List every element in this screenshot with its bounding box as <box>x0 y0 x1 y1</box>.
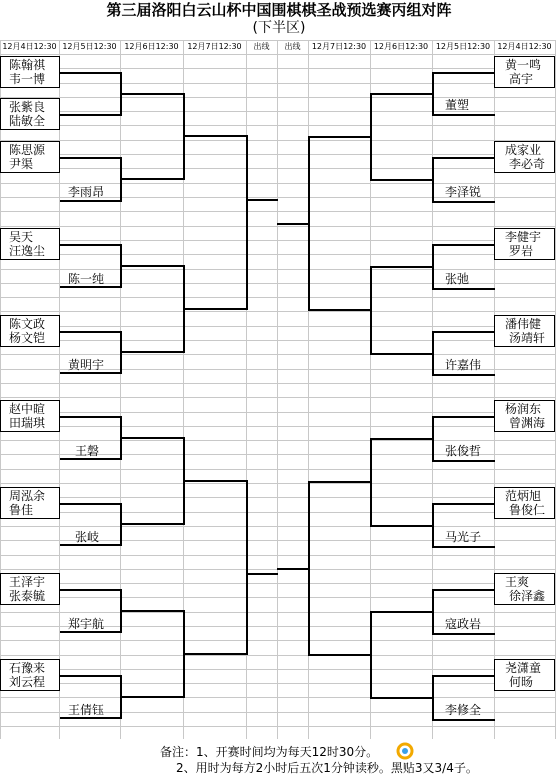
player-name: 陈文政 <box>9 317 46 331</box>
bracket-line <box>60 589 121 591</box>
grid-row-line <box>0 683 555 684</box>
player-name: 马光子 <box>445 530 482 544</box>
grid-row-line <box>0 383 555 384</box>
player-name: 王爽 <box>505 575 530 589</box>
bracket-line <box>432 503 495 505</box>
grid-row-line <box>0 68 555 69</box>
player-name: 杨润东 <box>505 402 542 416</box>
grid-row-line <box>0 469 555 470</box>
player-name: 鲁佳 <box>9 503 34 517</box>
player-name: 曾渊海 <box>509 416 546 430</box>
bracket-line <box>60 503 121 505</box>
bracket-line <box>60 72 121 74</box>
player-name: 董塑 <box>445 98 470 112</box>
grid-row-line <box>0 583 555 584</box>
grid-row-line <box>0 326 555 327</box>
bracket-line <box>60 416 121 418</box>
grid-row-line <box>0 412 555 413</box>
player-name: 张俊哲 <box>445 444 482 458</box>
grid-col-line <box>120 40 121 739</box>
bracket-line <box>308 654 371 656</box>
column-header: 12月5日12:30 <box>62 42 117 51</box>
player-name: 汪逸尘 <box>9 244 46 258</box>
grid-row-line <box>0 240 555 241</box>
bracket-line <box>432 589 495 591</box>
bracket-line <box>246 199 278 201</box>
bracket-line <box>370 353 433 355</box>
grid-col-line <box>555 40 556 739</box>
watermark-logo-icon <box>396 742 414 760</box>
player-name: 石豫来 <box>9 661 46 675</box>
grid-row-line <box>0 269 555 270</box>
column-header: 12月5日12:30 <box>435 42 491 51</box>
grid-row-line <box>0 526 555 527</box>
player-name: 王倩钰 <box>68 703 105 717</box>
column-header: 出线 <box>284 42 301 51</box>
bracket-line <box>120 523 184 525</box>
player-name: 尧潇童 <box>505 661 542 675</box>
player-name: 鲁俊仁 <box>509 503 546 517</box>
grid-row-line <box>0 483 555 484</box>
bracket-line <box>308 309 371 311</box>
bracket-line <box>183 653 247 655</box>
player-name: 何旸 <box>509 675 534 689</box>
grid-row-line <box>0 440 555 441</box>
grid-row-line <box>0 54 555 55</box>
player-name: 王磐 <box>75 444 100 458</box>
grid-row-line <box>0 640 555 641</box>
grid-row-line <box>0 655 555 656</box>
player-name: 张岐 <box>75 530 100 544</box>
player-name: 张弛 <box>445 272 470 286</box>
column-header: 12月6日12:30 <box>373 42 429 51</box>
bracket-line <box>60 331 121 333</box>
player-name: 黄明宇 <box>68 358 105 372</box>
bracket-line <box>370 525 433 527</box>
bracket-line <box>277 223 309 225</box>
column-header: 出线 <box>253 42 270 51</box>
player-name: 寇政岩 <box>445 617 482 631</box>
bracket-line <box>60 114 121 116</box>
player-name: 杨文铠 <box>9 331 46 345</box>
bracket-line <box>60 200 121 202</box>
player-name: 许嘉伟 <box>445 358 482 372</box>
bracket-line <box>432 546 495 548</box>
player-name: 李必奇 <box>509 157 546 171</box>
bracket-line <box>120 178 184 180</box>
bracket-line <box>308 136 371 138</box>
grid-row-line <box>0 211 555 212</box>
bracket-line <box>60 157 121 159</box>
bracket-line <box>370 438 433 440</box>
player-name: 张紫良 <box>9 100 46 114</box>
bracket-line <box>120 437 184 439</box>
player-name: 尹渠 <box>9 157 34 171</box>
column-header: 12月7日12:30 <box>187 42 242 51</box>
bracket-line <box>120 265 184 267</box>
notes <box>160 744 478 776</box>
bracket-line <box>60 631 121 633</box>
grid-col-line <box>277 40 278 739</box>
player-name: 徐泽鑫 <box>509 589 546 603</box>
grid-row-line <box>0 97 555 98</box>
grid-row-line <box>0 168 555 169</box>
grid-row-line <box>0 226 555 227</box>
grid-row-line <box>0 297 555 298</box>
player-name: 陈翰祺 <box>9 58 46 72</box>
grid-row-line <box>0 111 555 112</box>
player-name: 张泰毓 <box>9 589 46 603</box>
grid-row-line <box>0 254 555 255</box>
player-name: 汤靖轩 <box>509 331 546 345</box>
player-name: 田瑞琪 <box>9 416 46 430</box>
grid-row-line <box>0 497 555 498</box>
player-name: 罗岩 <box>509 244 534 258</box>
bracket-line <box>60 286 121 288</box>
bracket-line <box>432 675 495 677</box>
grid-row-line <box>0 612 555 613</box>
bracket-line <box>432 633 495 635</box>
grid-row-line <box>0 83 555 84</box>
bracket-line <box>120 93 184 95</box>
bracket-line <box>370 697 433 699</box>
bracket-line <box>432 331 495 333</box>
grid-row-line <box>0 140 555 141</box>
player-name: 韦一博 <box>9 72 46 86</box>
player-name: 高宇 <box>509 72 534 86</box>
grid-row-line <box>0 340 555 341</box>
page-subtitle: (下半区) <box>252 20 306 36</box>
bracket-line <box>183 480 247 482</box>
column-header: 12月7日12:30 <box>311 42 367 51</box>
grid-row-line <box>0 311 555 312</box>
bracket-line <box>60 372 121 374</box>
player-name: 李雨昂 <box>68 185 105 199</box>
bracket-line <box>60 244 121 246</box>
note-line-1: 备注：1、开赛时间均为每天12时30分。 <box>160 745 379 759</box>
bracket-line <box>432 157 495 159</box>
bracket-line <box>370 611 433 613</box>
page-title: 第三届洛阳白云山杯中国围棋棋圣战预选赛丙组对阵 <box>106 1 452 19</box>
bracket-line <box>432 416 495 418</box>
bracket-line <box>432 374 495 376</box>
grid-row-line <box>0 426 555 427</box>
column-header: 12月4日12:30 <box>497 42 552 51</box>
bracket-line <box>432 114 495 116</box>
bracket-line <box>432 288 495 290</box>
player-name: 陈一纯 <box>68 272 105 286</box>
bracket-line <box>183 135 247 137</box>
grid-row-line <box>0 354 555 355</box>
player-name: 郑宇航 <box>68 617 105 631</box>
player-name: 吴天 <box>9 230 34 244</box>
grid-row-line <box>0 697 555 698</box>
bracket-line <box>432 201 495 203</box>
bracket-line <box>60 717 121 719</box>
bracket-line <box>432 719 495 721</box>
grid-row-line <box>0 512 555 513</box>
player-name: 赵中暄 <box>9 402 46 416</box>
bracket-line <box>183 308 247 310</box>
bracket-line <box>60 458 121 460</box>
note-line-2: 2、用时为每方2小时后五次1分钟读秒。黑贴3又3/4子。 <box>176 761 478 775</box>
player-name: 陆敏全 <box>9 114 46 128</box>
bracket-line <box>308 481 371 483</box>
grid-row-line <box>0 397 555 398</box>
bracket-line <box>432 244 495 246</box>
player-name: 范炳旭 <box>505 489 542 503</box>
bracket-line <box>60 675 121 677</box>
column-header: 12月6日12:30 <box>124 42 179 51</box>
player-name: 李泽锐 <box>445 185 482 199</box>
bracket-line <box>246 480 248 655</box>
player-name: 周泓余 <box>9 489 46 503</box>
bracket-line <box>246 135 248 310</box>
bracket-line <box>432 72 495 74</box>
grid-row-line <box>0 154 555 155</box>
bracket-line <box>246 573 278 575</box>
grid-row-line <box>0 555 555 556</box>
bracket-line <box>370 93 433 95</box>
bracket-line <box>120 696 184 698</box>
player-name: 刘云程 <box>9 675 46 689</box>
bracket-line <box>370 266 433 268</box>
grid-row-line <box>0 125 555 126</box>
player-name: 陈思源 <box>9 143 46 157</box>
grid-row-line <box>0 597 555 598</box>
player-name: 潘伟健 <box>505 317 542 331</box>
bracket-line <box>120 351 184 353</box>
player-name: 黄一鸣 <box>505 58 542 72</box>
player-name: 李修全 <box>445 703 482 717</box>
grid-row-line <box>0 669 555 670</box>
bracket-line <box>277 568 309 570</box>
bracket-line <box>370 179 433 181</box>
bracket-line <box>120 610 184 612</box>
grid-row-line <box>0 183 555 184</box>
bracket-line <box>60 544 121 546</box>
bracket-line <box>432 460 495 462</box>
grid-row-line <box>0 726 555 727</box>
player-name: 成家业 <box>505 143 542 157</box>
column-header: 12月4日12:30 <box>2 42 57 51</box>
player-name: 李健宇 <box>505 230 542 244</box>
player-name: 王泽宇 <box>9 575 46 589</box>
